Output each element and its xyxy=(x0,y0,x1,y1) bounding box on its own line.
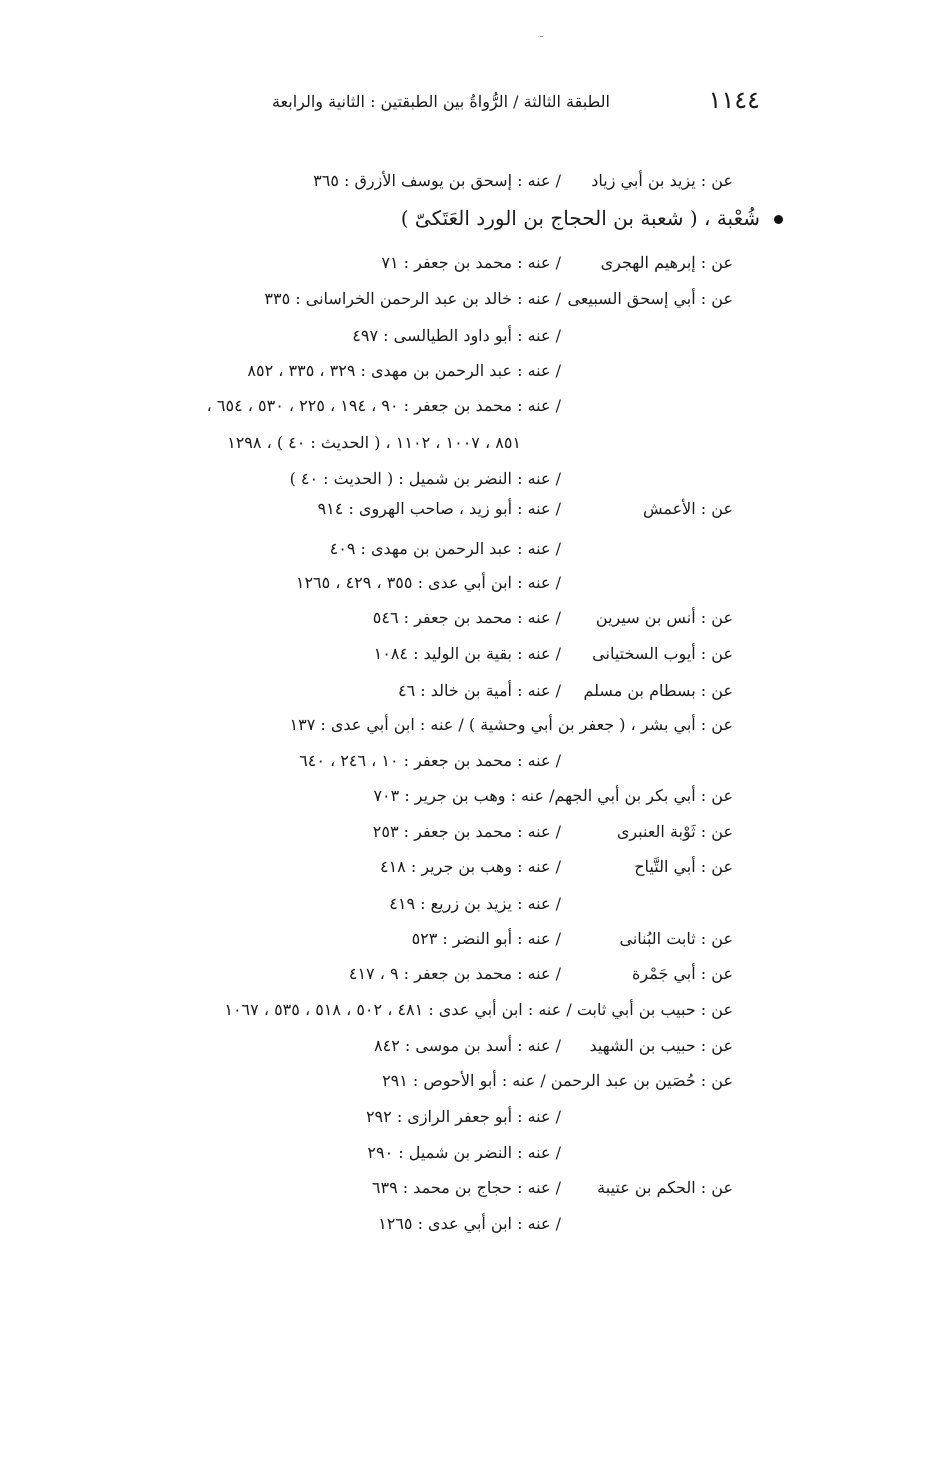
narrator-to: / عنه : أبو زيد ، صاحب الهروى : ٩١٤ xyxy=(317,499,561,518)
narrator-to: / عنه : محمد بن جعفر : ٩٠ ، ١٩٤ ، ٢٢٥ ، ٥٣٠ ، ٦٥٤ ، xyxy=(206,396,561,415)
narrator-to: / عنه : عبد الرحمن بن مهدى : ٤٠٩ xyxy=(329,539,561,558)
narrator-to: / عنه : محمد بن جعفر : ٧١ xyxy=(381,253,561,272)
section-heading-text: شُعْبة ، ( شعبة بن الحجاج بن الورد العَتَكىّ ) xyxy=(400,206,760,230)
narrator-to: / عنه : يزيد بن زريع : ٤١٩ xyxy=(389,894,561,913)
narrator-to: / عنه : ابن أبي عدى : ١٢٦٥ xyxy=(378,1214,561,1233)
narrator-from: عن : أبي بشر ، ( جعفر بن أبي وحشية ) / عنه : ابن أبي عدى : ١٣٧ xyxy=(289,715,733,734)
narrator-from: عن : أيوب السختيانى xyxy=(592,644,733,663)
narrator-from: عن : يزيد بن أبي زياد xyxy=(591,171,733,190)
narrator-to: / عنه : محمد بن جعفر : ٩ ، ٤١٧ xyxy=(348,964,561,983)
narrator-to: / عنه : أبو جعفر الرازى : ٢٩٢ xyxy=(365,1107,561,1126)
narrator-from: عن : أبي بكر بن أبي الجهم/ عنه : وهب بن جرير : ٧٠٣ xyxy=(373,786,733,805)
narrator-from: عن : بسطام بن مسلم xyxy=(583,681,733,700)
narrator-to: / عنه : وهب بن جرير : ٤١٨ xyxy=(379,857,561,876)
narrator-to: / عنه : إسحق بن يوسف الأزرق : ٣٦٥ xyxy=(313,171,561,190)
narrator-from: عن : حبيب بن الشهيد xyxy=(589,1036,733,1055)
narrator-to: / عنه : أمية بن خالد : ٤٦ xyxy=(397,681,561,700)
narrator-from: عن : إبرهيم الهجرى xyxy=(600,253,733,272)
narrator-to: / عنه : النضر بن شميل : ( الحديث : ٤٠ ) xyxy=(289,469,561,488)
narrator-to: / عنه : أبو داود الطيالسى : ٤٩٧ xyxy=(352,326,561,345)
narrator-from: عن : أبي إسحق السبيعى xyxy=(567,289,733,308)
narrator-to: / عنه : محمد بن جعفر : ١٠ ، ٢٤٦ ، ٦٤٠ xyxy=(299,751,561,770)
page-number: ١١٤٤ xyxy=(708,86,760,114)
narrator-to: / عنه : بقية بن الوليد : ١٠٨٤ xyxy=(373,644,561,663)
narrator-from: عن : حبيب بن أبي ثابت / عنه : ابن أبي عدى : ٤٨١ ، ٥٠٢ ، ٥١٨ ، ٥٣٥ ، ١٠٦٧ xyxy=(224,1000,733,1019)
narrator-to: ٨٥١ ، ١٠٠٧ ، ١١٠٢ ، ( الحديث : ٤٠ ) ، ١٢٩٨ xyxy=(227,433,521,452)
narrator-to: / عنه : النضر بن شميل : ٢٩٠ xyxy=(367,1143,561,1162)
running-header xyxy=(271,86,760,126)
narrator-to: / عنه : ابن أبي عدى : ٣٥٥ ، ٤٢٩ ، ١٢٦٥ xyxy=(295,573,561,592)
narrator-to: / عنه : محمد بن جعفر : ٢٥٣ xyxy=(372,822,561,841)
narrator-from: عن : أبي التَّياح xyxy=(634,857,733,876)
narrator-from: عن : ثَوْبة العنبرى xyxy=(616,822,733,841)
section-heading xyxy=(401,206,783,230)
narrator-to: / عنه : أسد بن موسى : ٨٤٢ xyxy=(374,1036,561,1055)
header-title: الطبقة الثالثة / الرُّواةُ بين الطبقتين : الثانية والرابعة xyxy=(271,92,610,111)
narrator-from: عن : الحكم بن عتيبة xyxy=(597,1178,733,1197)
narrator-to: / عنه : عبد الرحمن بن مهدى : ٣٢٩ ، ٣٣٥ ، ٨٥٢ xyxy=(247,361,561,380)
narrator-from: عن : أنس بن سيرين xyxy=(595,608,733,627)
narrator-to: / عنه : محمد بن جعفر : ٥٤٦ xyxy=(372,608,561,627)
narrator-from: عن : أبي جَمْرة xyxy=(632,964,733,983)
bullet-icon xyxy=(774,215,783,224)
narrator-from: عن : حُصَين بن عبد الرحمن / عنه : أبو الأحوص : ٢٩١ xyxy=(382,1071,733,1090)
narrator-from: عن : ثابت البُنانى xyxy=(619,929,733,948)
narrator-from: عن : الأعمش xyxy=(642,499,733,518)
narrator-to: / عنه : أبو النضر : ٥٢٣ xyxy=(411,929,561,948)
narrator-to: / عنه : حجاج بن محمد : ٦٣٩ xyxy=(371,1178,561,1197)
scan-speck xyxy=(540,36,543,37)
narrator-to: / عنه : خالد بن عبد الرحمن الخراسانى : ٣٣٥ xyxy=(264,289,561,308)
